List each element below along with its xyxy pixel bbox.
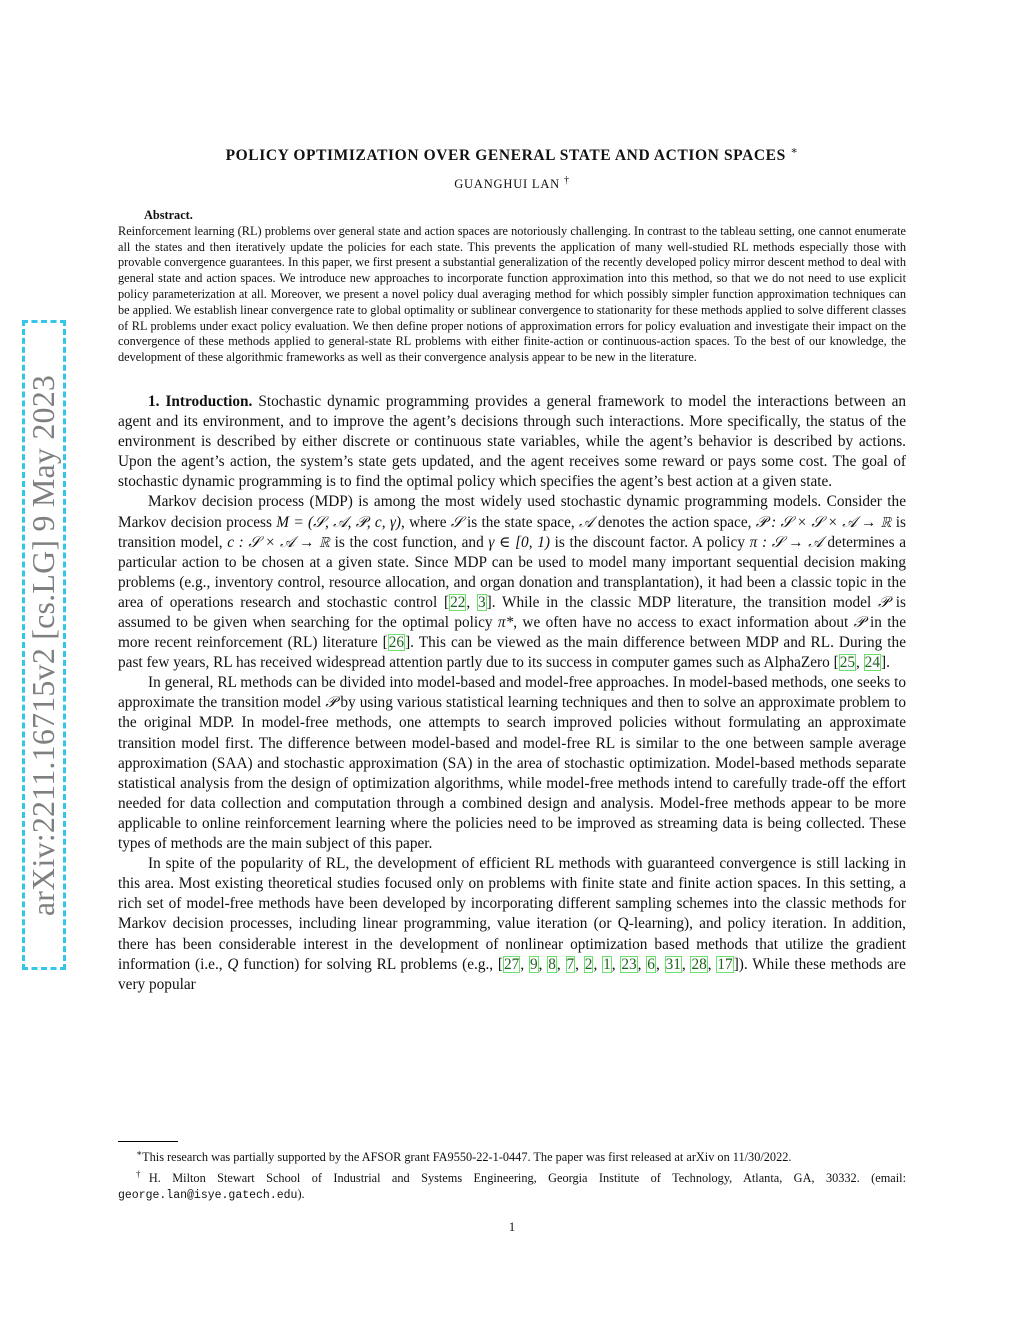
math-inline: 𝒫	[877, 593, 890, 611]
math-inline: c : 𝒮 × 𝒜 → ℝ	[227, 533, 330, 551]
page-number: 1	[508, 1220, 516, 1234]
citation-link[interactable]: 23	[621, 955, 637, 973]
math-inline: 𝒫	[853, 614, 865, 631]
math-inline: π : 𝒮 → 𝒜	[749, 533, 823, 551]
citation-link[interactable]: 22	[450, 593, 466, 611]
section-number: 1.	[148, 392, 160, 410]
citation-link[interactable]: 27	[504, 955, 520, 973]
author-name: GUANGHUI LAN	[454, 177, 561, 192]
citation-link[interactable]: 1	[603, 955, 611, 973]
paragraph-4: In spite of the popularity of RL, the development of efficient RL methods with guaranteed convergence is still lacking in this area. Most existing theoretical studies focused only on problems with finite state and finite action spaces. In this setting, a rich set of model-free methods have been developed by incorporating different sampling schemes into the classic methods for Markov decision processes, including linear programming, value iteration (or Q-learning), and policy iteration. In addition, there has been considerable interest in the development of nonlinear optimization based methods that utilize the gradient information (i.e., Q function) for solving RL problems (e.g., [27, 9, 8, 7, 2, 1, 23, 6, 31, 28, 17]). While these methods are very popular	[118, 855, 906, 993]
citation-link[interactable]: 6	[647, 955, 655, 973]
paper-page	[118, 140, 906, 995]
footnotes	[118, 1145, 906, 1205]
paragraph-1: 1. Introduction. Stochastic dynamic programming provides a general framework to model the interactions between an agent and its environment, and to improve the agent’s decisions through such interactions. More specifically, the status of the environment is described by either discrete or continuous state variables, while the agent’s behavior is described by actions. Upon the agent’s action, the system’s state gets updated, and the agent receives some reward or pays some cost. The goal of stochastic dynamic programming is to find the optimal policy which specifies the agent’s best action at a given state.	[118, 392, 907, 491]
math-inline: γ ∈ [0, 1)	[488, 533, 550, 551]
citation-link[interactable]: 26	[388, 634, 405, 652]
abstract	[118, 208, 906, 366]
title-footnote-mark[interactable]: ∗	[790, 145, 799, 157]
abstract-heading: Abstract.	[144, 208, 193, 222]
math-inline: 𝒫 : 𝒮 × 𝒮 × 𝒜 → ℝ	[755, 513, 892, 531]
author-email[interactable]: george.lan@isye.gatech.edu	[118, 1189, 298, 1203]
paragraph-3: In general, RL methods can be divided into model-based and model-free approaches. In model-based methods, one seeks to approximate the transition model 𝒫 by using various statistical learning techniques and then to solve an approximate problem to the original MDP. In model-free methods, one attempts to search improved policies without formulating an approximate transition model first. The difference between model-based and model-free RL is similar to the one between sample average approximation (SAA) and stochastic approximation (SA) in the area of stochastic optimization. Model-based methods separate statistical analysis from the design of optimization algorithms, while model-free methods intend to carefully trade-off the effort needed for data collection and computation through a combined design and analysis. Model-free methods appear to be more applicable to online reinforcement learning where the policies need to be improved as streaming data is being collected. These types of methods are the main subject of this paper.	[118, 674, 906, 853]
paragraph-2: Markov decision process (MDP) is among the most widely used stochastic dynamic programming models. Consider the Markov decision process M = (𝒮, 𝒜, 𝒫, c, γ), where 𝒮 is the state space, 𝒜 denotes the action space, 𝒫 : 𝒮 × 𝒮 × 𝒜 → ℝ is transition model, c : 𝒮 × 𝒜 → ℝ is the cost function, and γ ∈ [0, 1) is the discount factor. A policy π : 𝒮 → 𝒜 determines a particular action to be chosen at a given state. Since MDP can be used to model many important sequential decision making problems (e.g., inventory control, resource allocation, and organ donation and transplantation), it had been a classic topic in the area of operations research and stochastic control [22, 3]. While in the classic MDP literature, the transition model 𝒫 is assumed to be given when searching for the optimal policy π*, we often have no access to exact information about 𝒫 in the more recent reinforcement (RL) literature [26]. This can be viewed as the main difference between MDP and RL. During the past few years, RL has received widespread attention partly due to its success in computer games such as AlphaZero [25, 24].	[118, 493, 907, 672]
citation-link[interactable]: 3	[477, 593, 486, 611]
abstract-text: Reinforcement learning (RL) problems over general state and action spaces are notoriously challenging. In contrast to the tableau setting, one cannot enumerate all the states and then iteratively update the policies for each state. This prevents the application of many well-studied RL methods especially those with provable convergence guarantees. In this paper, we first present a substantial generalization of the recently developed policy mirror descent method to deal with general state and action spaces. We introduce new approaches to incorporate function approximation into this method, so that we do not need to use explicit policy parameterization at all. Moreover, we present a novel policy dual averaging method for which possibly simpler function approximation techniques can be applied. We establish linear convergence rate to global optimality or sublinear convergence to stationarity for these methods applied to solve different classes of RL problems under exact policy evaluation. We then define proper notions of approximation errors for policy evaluation and investigate their impact on the convergence of these methods applied to general-state RL problems with either finite-action or continuous-action spaces. To the best of our knowledge, the development of these algorithmic frameworks as well as their convergence analysis appear to be new in the literature.	[118, 223, 906, 365]
citation-link[interactable]: 28	[691, 955, 707, 973]
citation-link[interactable]: 8	[548, 955, 556, 973]
citation-link[interactable]: 9	[529, 955, 538, 973]
math-inline: 𝒜	[579, 513, 594, 531]
citation-link[interactable]: 25	[839, 654, 856, 672]
math-inline: Q	[227, 955, 239, 973]
math-inline: M = (𝒮, 𝒜, 𝒫, c, γ)	[276, 513, 401, 531]
arxiv-identifier: arXiv:2211.16715v2 [cs.LG] 9 May 2023	[25, 374, 62, 916]
citation-link[interactable]: 24	[864, 654, 880, 672]
arxiv-stamp[interactable]	[22, 320, 66, 970]
paper-title: POLICY OPTIMIZATION OVER GENERAL STATE AND ACTION SPACES ∗	[225, 145, 799, 165]
math-inline: π*	[497, 614, 514, 631]
math-inline: 𝒫	[325, 694, 337, 712]
citation-link[interactable]: 7	[566, 955, 575, 973]
author-line	[118, 170, 906, 192]
citation-link[interactable]: 17	[717, 955, 733, 973]
citation-link[interactable]: 31	[665, 955, 681, 973]
citation-link[interactable]: 2	[584, 955, 593, 973]
author-footnote-mark[interactable]: †	[563, 175, 570, 186]
section-introduction	[118, 392, 906, 995]
footnote-affiliation: †H. Milton Stewart School of Industrial and Systems Engineering, Georgia Institute of Technology, Atlanta, GA, 30332. (email: george.lan@isye.gatech.edu).	[118, 1168, 907, 1203]
math-inline: 𝒮	[450, 513, 463, 531]
footnote-divider	[118, 1141, 178, 1142]
section-title: Introduction.	[165, 392, 253, 410]
footnote-funding: ∗This research was partially supported by the AFSOR grant FA9550-22-1-0447. The paper was first released at arXiv on 11/30/2022.	[136, 1148, 792, 1165]
